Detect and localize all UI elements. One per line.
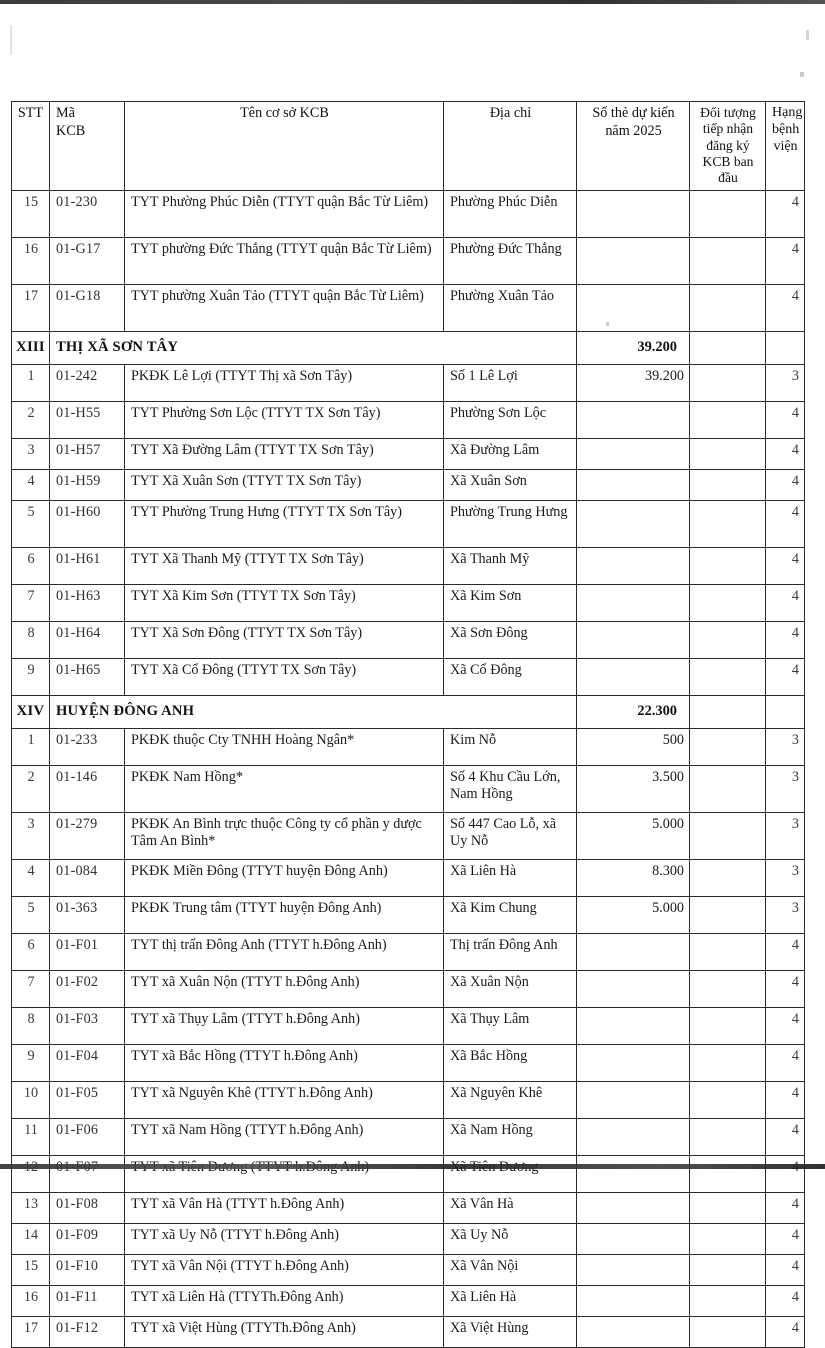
cell-ten-co-so-kcb: TYT phường Đức Thắng (TTYT quận Bắc Từ Liêm) <box>125 237 444 284</box>
cell-ma-kcb <box>50 1155 125 1192</box>
cell-hang-benh-vien: 4 <box>766 1316 805 1347</box>
cell-hang-benh-vien: 3 <box>766 859 805 896</box>
cell-ma-kcb: 01-F10 <box>50 1254 125 1285</box>
section-hang-benh-vien <box>766 331 805 364</box>
cell-hang-benh-vien: 4 <box>766 621 805 658</box>
cell-hang-benh-vien: 3 <box>766 896 805 933</box>
cell-ma-kcb: 01-G18 <box>50 284 125 331</box>
cell-ten-co-so-kcb: TYT xã Uy Nỗ (TTYT h.Đông Anh) <box>125 1223 444 1254</box>
cell-stt: 9 <box>12 658 50 695</box>
cell-hang-benh-vien: 3 <box>766 728 805 765</box>
cell-ten-co-so-kcb: TYT thị trấn Đông Anh (TTYT h.Đông Anh) <box>125 933 444 970</box>
column-header-so-the <box>577 102 690 191</box>
cell-dia-chi: Phường Đức Thắng <box>444 237 577 284</box>
cell-dia-chi <box>444 1155 577 1192</box>
cell-stt: 17 <box>12 1316 50 1347</box>
cell-ma-kcb: 01-242 <box>50 364 125 401</box>
section-total-so-the: 22.300 <box>577 695 690 728</box>
cell-so-the-du-kien <box>577 401 690 438</box>
table-row <box>12 1007 805 1044</box>
cell-doi-tuong <box>690 284 766 331</box>
cell-so-the-du-kien <box>577 1081 690 1118</box>
cell-ten-co-so-kcb: TYT xã Liên Hà (TTYTh.Đông Anh) <box>125 1285 444 1316</box>
cell-ma-kcb: 01-146 <box>50 765 125 812</box>
cell-doi-tuong <box>690 438 766 469</box>
cell-hang-benh-vien: 4 <box>766 658 805 695</box>
cell-so-the-du-kien <box>577 469 690 500</box>
cell-dia-chi: Xã Sơn Đông <box>444 621 577 658</box>
cell-so-the-du-kien: 8.300 <box>577 859 690 896</box>
scan-artifact-top <box>0 0 825 4</box>
column-header-ma-line2: KCB <box>56 122 86 139</box>
cell-stt: 4 <box>12 469 50 500</box>
cell-ten-co-so-kcb: TYT Xã Kim Sơn (TTYT TX Sơn Tây) <box>125 584 444 621</box>
cell-ma-kcb: 01-F03 <box>50 1007 125 1044</box>
cell-ma-kcb: 01-F01 <box>50 933 125 970</box>
table-row <box>12 812 805 859</box>
cell-ma-kcb: 01-H59 <box>50 469 125 500</box>
cell-ma-kcb: 01-233 <box>50 728 125 765</box>
cell-ma-kcb: 01-F02 <box>50 970 125 1007</box>
cell-stt: 16 <box>12 237 50 284</box>
cell-hang-benh-vien: 3 <box>766 765 805 812</box>
cell-hang-benh-vien: 4 <box>766 401 805 438</box>
table-row <box>12 469 805 500</box>
table-row <box>12 970 805 1007</box>
section-name: THỊ XÃ SƠN TÂY <box>50 331 577 364</box>
table-row <box>12 1285 805 1316</box>
cell-so-the-du-kien: 39.200 <box>577 364 690 401</box>
cell-doi-tuong <box>690 896 766 933</box>
cell-ma-kcb: 01-F09 <box>50 1223 125 1254</box>
table-row <box>12 1254 805 1285</box>
cell-ma-kcb: 01-084 <box>50 859 125 896</box>
cell-doi-tuong <box>690 728 766 765</box>
cell-dia-chi: Xã Đường Lâm <box>444 438 577 469</box>
table-row <box>12 500 805 547</box>
table-row <box>12 284 805 331</box>
cell-ten-co-so-kcb: PKĐK An Bình trực thuộc Công ty cổ phần y dược Tâm An Bình* <box>125 812 444 859</box>
cell-dia-chi: Xã Vân Hà <box>444 1192 577 1223</box>
cell-so-the-du-kien <box>577 284 690 331</box>
column-header-doi-tuong <box>690 102 766 191</box>
cell-stt: 5 <box>12 500 50 547</box>
table-row <box>12 237 805 284</box>
cell-ten-co-so-kcb: TYT Phường Trung Hưng (TTYT TX Sơn Tây) <box>125 500 444 547</box>
cell-hang-benh-vien: 4 <box>766 584 805 621</box>
cell-hang-benh-vien: 4 <box>766 1254 805 1285</box>
cell-hang-benh-vien <box>766 1155 805 1192</box>
column-header-doituong-line2: tiếp nhận <box>702 121 754 137</box>
cell-ten-co-so-kcb: TYT Xã Sơn Đông (TTYT TX Sơn Tây) <box>125 621 444 658</box>
cell-ma-kcb: 01-H64 <box>50 621 125 658</box>
cell-stt: 14 <box>12 1223 50 1254</box>
cell-stt: 15 <box>12 1254 50 1285</box>
cell-dia-chi: Số 447 Cao Lỗ, xã Uy Nỗ <box>444 812 577 859</box>
cell-ten-co-so-kcb: TYT Xã Xuân Sơn (TTYT TX Sơn Tây) <box>125 469 444 500</box>
cell-hang-benh-vien: 4 <box>766 1285 805 1316</box>
table-row <box>12 438 805 469</box>
table-body <box>12 190 805 1347</box>
cell-ma-kcb: 01-F04 <box>50 1044 125 1081</box>
kcb-facility-table <box>11 101 805 1348</box>
cell-ten-co-so-kcb: TYT xã Xuân Nộn (TTYT h.Đông Anh) <box>125 970 444 1007</box>
cell-ma-kcb: 01-H61 <box>50 547 125 584</box>
column-header-hang-benh-vien <box>766 102 805 191</box>
cell-hang-benh-vien: 4 <box>766 469 805 500</box>
cell-so-the-du-kien <box>577 1254 690 1285</box>
cell-dia-chi: Kim Nỗ <box>444 728 577 765</box>
cell-hang-benh-vien: 4 <box>766 547 805 584</box>
cell-dia-chi: Thị trấn Đông Anh <box>444 933 577 970</box>
cell-doi-tuong <box>690 1155 766 1192</box>
table-row <box>12 859 805 896</box>
cell-so-the-du-kien: 3.500 <box>577 765 690 812</box>
cell-stt: 15 <box>12 190 50 237</box>
cell-ten-co-so-kcb: TYT xã Nam Hồng (TTYT h.Đông Anh) <box>125 1118 444 1155</box>
cell-so-the-du-kien <box>577 1118 690 1155</box>
column-header-doituong-line1: Đối tượng <box>700 105 756 120</box>
table-row <box>12 584 805 621</box>
cell-doi-tuong <box>690 401 766 438</box>
cell-so-the-du-kien <box>577 1223 690 1254</box>
column-header-ma-kcb <box>50 102 125 191</box>
table-section-header-row <box>12 695 805 728</box>
cell-hang-benh-vien: 4 <box>766 933 805 970</box>
cell-doi-tuong <box>690 190 766 237</box>
cell-hang-benh-vien: 4 <box>766 1118 805 1155</box>
column-header-hang-line1: Hạng <box>772 105 803 120</box>
cell-stt: 8 <box>12 621 50 658</box>
cell-hang-benh-vien: 3 <box>766 364 805 401</box>
cell-doi-tuong <box>690 933 766 970</box>
section-doi-tuong <box>690 331 766 364</box>
cell-dia-chi: Phường Xuân Tảo <box>444 284 577 331</box>
cell-stt: 3 <box>12 438 50 469</box>
cell-dia-chi: Xã Nam Hồng <box>444 1118 577 1155</box>
cell-hang-benh-vien: 4 <box>766 1223 805 1254</box>
column-header-hang-line2: bệnh <box>772 121 800 137</box>
cell-stt: 7 <box>12 584 50 621</box>
cell-doi-tuong <box>690 1007 766 1044</box>
cell-so-the-du-kien <box>577 547 690 584</box>
cell-ten-co-so-kcb: TYT Xã Đường Lâm (TTYT TX Sơn Tây) <box>125 438 444 469</box>
cell-stt: 9 <box>12 1044 50 1081</box>
table-row <box>12 1192 805 1223</box>
cell-so-the-du-kien <box>577 1155 690 1192</box>
cell-doi-tuong <box>690 812 766 859</box>
cell-doi-tuong <box>690 1081 766 1118</box>
cell-doi-tuong <box>690 859 766 896</box>
cell-dia-chi: Xã Việt Hùng <box>444 1316 577 1347</box>
section-roman-numeral: XIII <box>12 331 50 364</box>
cell-ten-co-so-kcb: TYT xã Vân Nội (TTYT h.Đông Anh) <box>125 1254 444 1285</box>
scan-speck <box>10 25 12 55</box>
cell-stt: 16 <box>12 1285 50 1316</box>
cell-doi-tuong <box>690 970 766 1007</box>
cell-dia-chi: Xã Cổ Đông <box>444 658 577 695</box>
table-row <box>12 1223 805 1254</box>
table-row <box>12 1316 805 1347</box>
table-row <box>12 658 805 695</box>
cell-so-the-du-kien <box>577 1285 690 1316</box>
cell-stt: 1 <box>12 364 50 401</box>
cell-hang-benh-vien: 4 <box>766 500 805 547</box>
cell-ma-kcb: 01-H55 <box>50 401 125 438</box>
table-row <box>12 364 805 401</box>
cell-ten-co-so-kcb: TYT Phường Sơn Lộc (TTYT TX Sơn Tây) <box>125 401 444 438</box>
column-header-stt: STT <box>12 102 50 191</box>
cell-stt: 2 <box>12 765 50 812</box>
cell-dia-chi: Phường Sơn Lộc <box>444 401 577 438</box>
cell-ma-kcb: 01-H57 <box>50 438 125 469</box>
cell-ma-kcb: 01-H65 <box>50 658 125 695</box>
cell-doi-tuong <box>690 1285 766 1316</box>
column-header-sothe-line2: năm 2025 <box>605 122 662 139</box>
cell-hang-benh-vien: 4 <box>766 438 805 469</box>
cell-dia-chi: Số 1 Lê Lợi <box>444 364 577 401</box>
cell-dia-chi: Xã Xuân Sơn <box>444 469 577 500</box>
cell-so-the-du-kien <box>577 237 690 284</box>
cell-so-the-du-kien <box>577 190 690 237</box>
cell-so-the-du-kien <box>577 1316 690 1347</box>
table-row <box>12 933 805 970</box>
cell-ma-kcb: 01-F12 <box>50 1316 125 1347</box>
cell-hang-benh-vien: 4 <box>766 1007 805 1044</box>
cell-so-the-du-kien <box>577 1192 690 1223</box>
cell-doi-tuong <box>690 1316 766 1347</box>
cell-ten-co-so-kcb: PKĐK thuộc Cty TNHH Hoàng Ngân* <box>125 728 444 765</box>
section-roman-numeral: XIV <box>12 695 50 728</box>
cell-dia-chi: Xã Thụy Lâm <box>444 1007 577 1044</box>
cell-stt: 5 <box>12 896 50 933</box>
cell-so-the-du-kien: 5.000 <box>577 812 690 859</box>
cell-ma-kcb: 01-230 <box>50 190 125 237</box>
table-row <box>12 1081 805 1118</box>
section-total-so-the: 39.200 <box>577 331 690 364</box>
cell-dia-chi: Phường Phúc Diễn <box>444 190 577 237</box>
cell-ten-co-so-kcb: TYT Xã Thanh Mỹ (TTYT TX Sơn Tây) <box>125 547 444 584</box>
cell-ten-co-so-kcb: TYT Phường Phúc Diễn (TTYT quận Bắc Từ Liêm) <box>125 190 444 237</box>
cell-so-the-du-kien <box>577 438 690 469</box>
cell-doi-tuong <box>690 1118 766 1155</box>
cell-hang-benh-vien: 4 <box>766 1081 805 1118</box>
table-header <box>12 102 805 191</box>
cell-ten-co-so-kcb: TYT Xã Cổ Đông (TTYT TX Sơn Tây) <box>125 658 444 695</box>
cell-stt: 7 <box>12 970 50 1007</box>
cell-stt: 8 <box>12 1007 50 1044</box>
cell-doi-tuong <box>690 469 766 500</box>
cell-ten-co-so-kcb <box>125 1155 444 1192</box>
cell-ma-kcb: 01-H63 <box>50 584 125 621</box>
cell-dia-chi: Xã Kim Sơn <box>444 584 577 621</box>
document-page <box>11 101 804 1348</box>
cell-ma-kcb: 01-F08 <box>50 1192 125 1223</box>
cell-hang-benh-vien: 4 <box>766 190 805 237</box>
table-row <box>12 190 805 237</box>
cell-stt: 4 <box>12 859 50 896</box>
cell-so-the-du-kien <box>577 584 690 621</box>
column-header-hang-line3: viện <box>773 138 798 154</box>
cell-so-the-du-kien <box>577 970 690 1007</box>
cell-ma-kcb: 01-F05 <box>50 1081 125 1118</box>
cell-stt: 17 <box>12 284 50 331</box>
cell-so-the-du-kien <box>577 1007 690 1044</box>
cell-ma-kcb: 01-G17 <box>50 237 125 284</box>
cell-dia-chi: Xã Uy Nỗ <box>444 1223 577 1254</box>
column-header-doituong-line5: đầu <box>718 170 738 186</box>
cell-doi-tuong <box>690 364 766 401</box>
table-section-header-row <box>12 331 805 364</box>
cell-dia-chi: Xã Vân Nội <box>444 1254 577 1285</box>
table-row <box>12 728 805 765</box>
cell-hang-benh-vien: 4 <box>766 237 805 284</box>
cell-doi-tuong <box>690 1044 766 1081</box>
cell-dia-chi: Xã Thanh Mỹ <box>444 547 577 584</box>
cell-ten-co-so-kcb: TYT xã Việt Hùng (TTYTh.Đông Anh) <box>125 1316 444 1347</box>
table-row <box>12 765 805 812</box>
cell-ten-co-so-kcb: PKĐK Trung tâm (TTYT huyện Đông Anh) <box>125 896 444 933</box>
cell-stt: 11 <box>12 1118 50 1155</box>
cell-so-the-du-kien <box>577 500 690 547</box>
cell-doi-tuong <box>690 547 766 584</box>
cell-stt: 1 <box>12 728 50 765</box>
section-hang-benh-vien <box>766 695 805 728</box>
cell-ma-kcb: 01-H60 <box>50 500 125 547</box>
table-row <box>12 1118 805 1155</box>
cell-ten-co-so-kcb: PKĐK Miền Đông (TTYT huyện Đông Anh) <box>125 859 444 896</box>
cell-dia-chi: Xã Bắc Hồng <box>444 1044 577 1081</box>
cell-ten-co-so-kcb: PKĐK Nam Hồng* <box>125 765 444 812</box>
cell-ma-kcb: 01-F11 <box>50 1285 125 1316</box>
cell-ten-co-so-kcb: TYT xã Bắc Hồng (TTYT h.Đông Anh) <box>125 1044 444 1081</box>
table-row <box>12 401 805 438</box>
cell-stt <box>12 1155 50 1192</box>
scan-artifact-bottom <box>0 1164 825 1169</box>
table-row <box>12 547 805 584</box>
section-name: HUYỆN ĐÔNG ANH <box>50 695 577 728</box>
cell-so-the-du-kien <box>577 1044 690 1081</box>
cell-doi-tuong <box>690 1192 766 1223</box>
cell-ten-co-so-kcb: TYT phường Xuân Tảo (TTYT quận Bắc Từ Liêm) <box>125 284 444 331</box>
cell-ten-co-so-kcb: TYT xã Vân Hà (TTYT h.Đông Anh) <box>125 1192 444 1223</box>
scan-speck <box>800 72 804 77</box>
column-header-doituong-line3: đăng ký <box>706 137 750 153</box>
cell-dia-chi: Phường Trung Hưng <box>444 500 577 547</box>
cell-dia-chi: Xã Liên Hà <box>444 859 577 896</box>
cell-hang-benh-vien: 3 <box>766 812 805 859</box>
table-row <box>12 621 805 658</box>
table-row <box>12 1044 805 1081</box>
cell-so-the-du-kien <box>577 658 690 695</box>
cell-so-the-du-kien <box>577 933 690 970</box>
table-row <box>12 1155 805 1192</box>
cell-dia-chi: Xã Xuân Nộn <box>444 970 577 1007</box>
cell-dia-chi: Số 4 Khu Cầu Lớn, Nam Hồng <box>444 765 577 812</box>
cell-ten-co-so-kcb: TYT xã Nguyên Khê (TTYT h.Đông Anh) <box>125 1081 444 1118</box>
cell-dia-chi: Xã Nguyên Khê <box>444 1081 577 1118</box>
cell-ten-co-so-kcb: PKĐK Lê Lợi (TTYT Thị xã Sơn Tây) <box>125 364 444 401</box>
column-header-ma-line1: Mã <box>56 105 75 121</box>
cell-hang-benh-vien: 4 <box>766 284 805 331</box>
cell-dia-chi: Xã Kim Chung <box>444 896 577 933</box>
cell-doi-tuong <box>690 658 766 695</box>
cell-stt: 6 <box>12 933 50 970</box>
cell-doi-tuong <box>690 237 766 284</box>
cell-doi-tuong <box>690 1254 766 1285</box>
cell-doi-tuong <box>690 765 766 812</box>
cell-doi-tuong <box>690 500 766 547</box>
column-header-ten-co-so: Tên cơ sở KCB <box>125 102 444 191</box>
column-header-doituong-line4: KCB ban <box>702 153 754 169</box>
cell-stt: 13 <box>12 1192 50 1223</box>
cell-doi-tuong <box>690 621 766 658</box>
header-row <box>12 102 805 191</box>
cell-ten-co-so-kcb: TYT xã Thụy Lâm (TTYT h.Đông Anh) <box>125 1007 444 1044</box>
section-doi-tuong <box>690 695 766 728</box>
cell-hang-benh-vien: 4 <box>766 970 805 1007</box>
cell-ma-kcb: 01-279 <box>50 812 125 859</box>
scan-speck <box>806 30 809 40</box>
column-header-dia-chi: Địa chỉ <box>444 102 577 191</box>
table-row <box>12 896 805 933</box>
cell-ma-kcb: 01-363 <box>50 896 125 933</box>
cell-stt: 10 <box>12 1081 50 1118</box>
cell-hang-benh-vien: 4 <box>766 1044 805 1081</box>
cell-dia-chi: Xã Liên Hà <box>444 1285 577 1316</box>
cell-stt: 3 <box>12 812 50 859</box>
column-header-sothe-line1: Số thẻ dự kiến <box>592 105 675 121</box>
cell-doi-tuong <box>690 584 766 621</box>
cell-stt: 6 <box>12 547 50 584</box>
cell-hang-benh-vien: 4 <box>766 1192 805 1223</box>
cell-so-the-du-kien: 5.000 <box>577 896 690 933</box>
cell-doi-tuong <box>690 1223 766 1254</box>
cell-so-the-du-kien: 500 <box>577 728 690 765</box>
cell-so-the-du-kien <box>577 621 690 658</box>
cell-stt: 2 <box>12 401 50 438</box>
cell-ma-kcb: 01-F06 <box>50 1118 125 1155</box>
